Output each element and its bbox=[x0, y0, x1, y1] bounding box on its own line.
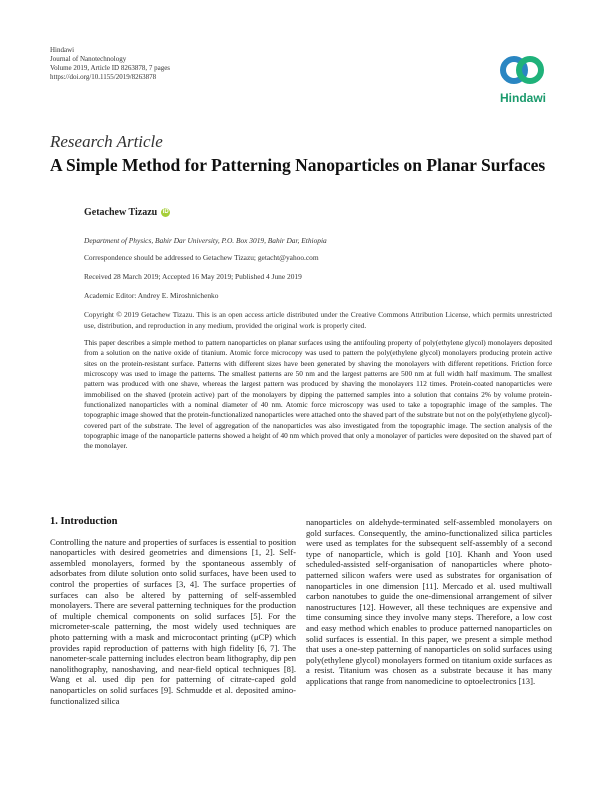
copyright-notice: Copyright © 2019 Getachew Tizazu. This is an open access article distributed under the Creative Commons Attribution License, which permits unrestricted use, distribution, and reproduction in any medium, provided the original work is properly cited. bbox=[84, 310, 552, 330]
volume-info: Volume 2019, Article ID 8263878, 7 pages bbox=[50, 64, 171, 72]
article-type: Research Article bbox=[50, 132, 163, 151]
abstract: This paper describes a simple method to pattern nanoparticles on planar surfaces using the antifouling property of poly(ethylene glycol) monolayers deposited from a solution on the native oxide of titanium. Atomic force microcopy was used to pattern the poly(ethylene glycol) monolayers producing protein active sites on the protein-resistant surface. Patterns with different sizes have been generated by shaving the monolayers with different repetitions. Friction force microscopy was used to image the patterns. The smallest patterns are 50 nm and the largest patterns are 500 nm at full width half maximum. The smallest pattern was produced with one shave, whereas the largest pattern was produced by shaving the monolayers 112 times. Protein-coated nanoparticles were immobilised on the shaved (protein active) part of the monolayers by dipping the patterned samples into a solution that contains 2% by volume protein-functionalized nanoparticles with a nominal diameter of 40 nm. Atomic force microscopy was used to take a topographic image of the samples. The topographic image showed that the protein-functionalized nanoparticles were attached onto the shaved part of the substrate but not on the poly(ethylene glycol)-covered part of the substrate. The level of aggregation of the nanoparticles was also investigated from the topographic image. The section analysis of the topographic image of the nanoparticle patterns showed a height of 40 nm which proved that only a monolayer of particles were deposited on the shaved part of the monolayer. bbox=[84, 338, 552, 451]
intro-paragraph-left: Controlling the nature and properties of surfaces is essential to position nanoparticles with desired geometries and dimensions [1, 2]. Self-assembled monolayers, formed by the spontaneous assembly of adsorbates from dilute solution onto solid surfaces, have been used to control the properties of surfaces [3, 4]. The surface properties of surfaces can also be altered by patterning of self-assembled monolayers. There are several patterning techniques for the production of multiple chemical components on solid surfaces [5]. For the micrometer-scale patterning, the most widely used techniques are photo patterning with a mask and microcontact printing (μCP) which provides rapid reproduction of patterns with high fidelity [6, 7]. The nanometer-scale patterning includes electron beam lithography, dip pen nanolithography, nanoshaving, and near-field optical techniques [8]. Wang et al. used dip pen for patterning of citrate-caped gold nanoparticles on solid surfaces [9]. Schmudde et al. deposited amino-functionalized silica bbox=[50, 536, 296, 706]
intro-column-right bbox=[306, 517, 552, 687]
journal-info bbox=[50, 46, 170, 82]
section-heading-introduction: 1. Introduction bbox=[50, 516, 118, 527]
hindawi-logo bbox=[494, 52, 552, 108]
orcid-icon[interactable]: iD bbox=[162, 209, 169, 215]
publisher-name: Hindawi bbox=[50, 46, 75, 54]
author-line bbox=[84, 207, 170, 218]
author-name[interactable]: Getachew Tizazu bbox=[84, 207, 158, 218]
correspondence: Correspondence should be addressed to Getachew Tizazu; getacht@yahoo.com bbox=[84, 253, 319, 262]
publication-dates: Received 28 March 2019; Accepted 16 May 2019; Published 4 June 2019 bbox=[84, 272, 302, 281]
intro-column-left bbox=[50, 517, 296, 706]
doi-link[interactable]: https://doi.org/10.1155/2019/8263878 bbox=[50, 73, 157, 81]
logo-ring-green bbox=[516, 56, 544, 84]
academic-editor: Academic Editor: Andrey E. Miroshnichenko bbox=[84, 291, 219, 300]
journal-name: Journal of Nanotechnology bbox=[50, 55, 127, 63]
intro-paragraph-right: nanoparticles on aldehyde-terminated self-assembled monolayers on gold surfaces. Consequently, the amino-functionalized silica particles were used as templates for the subsequent self-assembly of a second type of nanoparticle, which is gold [10]. Khanh and Yoon used scheduled-assisted self-organisation of nanoparticles where photo-patterned silicon wafers were used as substrates for organisation of nanoparticles in one dimension [11]. Mercado et al. used multiwall carbon nanotubes to guide the one-dimensional arrangement of silver nanostructures [12]. However, all these techniques are expensive and time consuming since they involve many steps. Therefore, a low cost and easy method which enables to produce patterned nanoparticles on solid surfaces is essential. In this paper, we present a simple method that uses a one-step patterning of nanoparticles on solid surfaces using poly(ethylene glycol) monolayers formed on titanium oxide surfaces as a resist. Titanium was chosen as a substrate because it has many applications that range from nanomedicine to optoelectronics [13]. bbox=[306, 517, 552, 686]
logo-text: Hindawi bbox=[499, 91, 546, 105]
affiliation: Department of Physics, Bahir Dar University, P.O. Box 3019, Bahir Dar, Ethiopia bbox=[84, 236, 327, 245]
paper-title: A Simple Method for Patterning Nanoparticles on Planar Surfaces bbox=[50, 155, 546, 175]
